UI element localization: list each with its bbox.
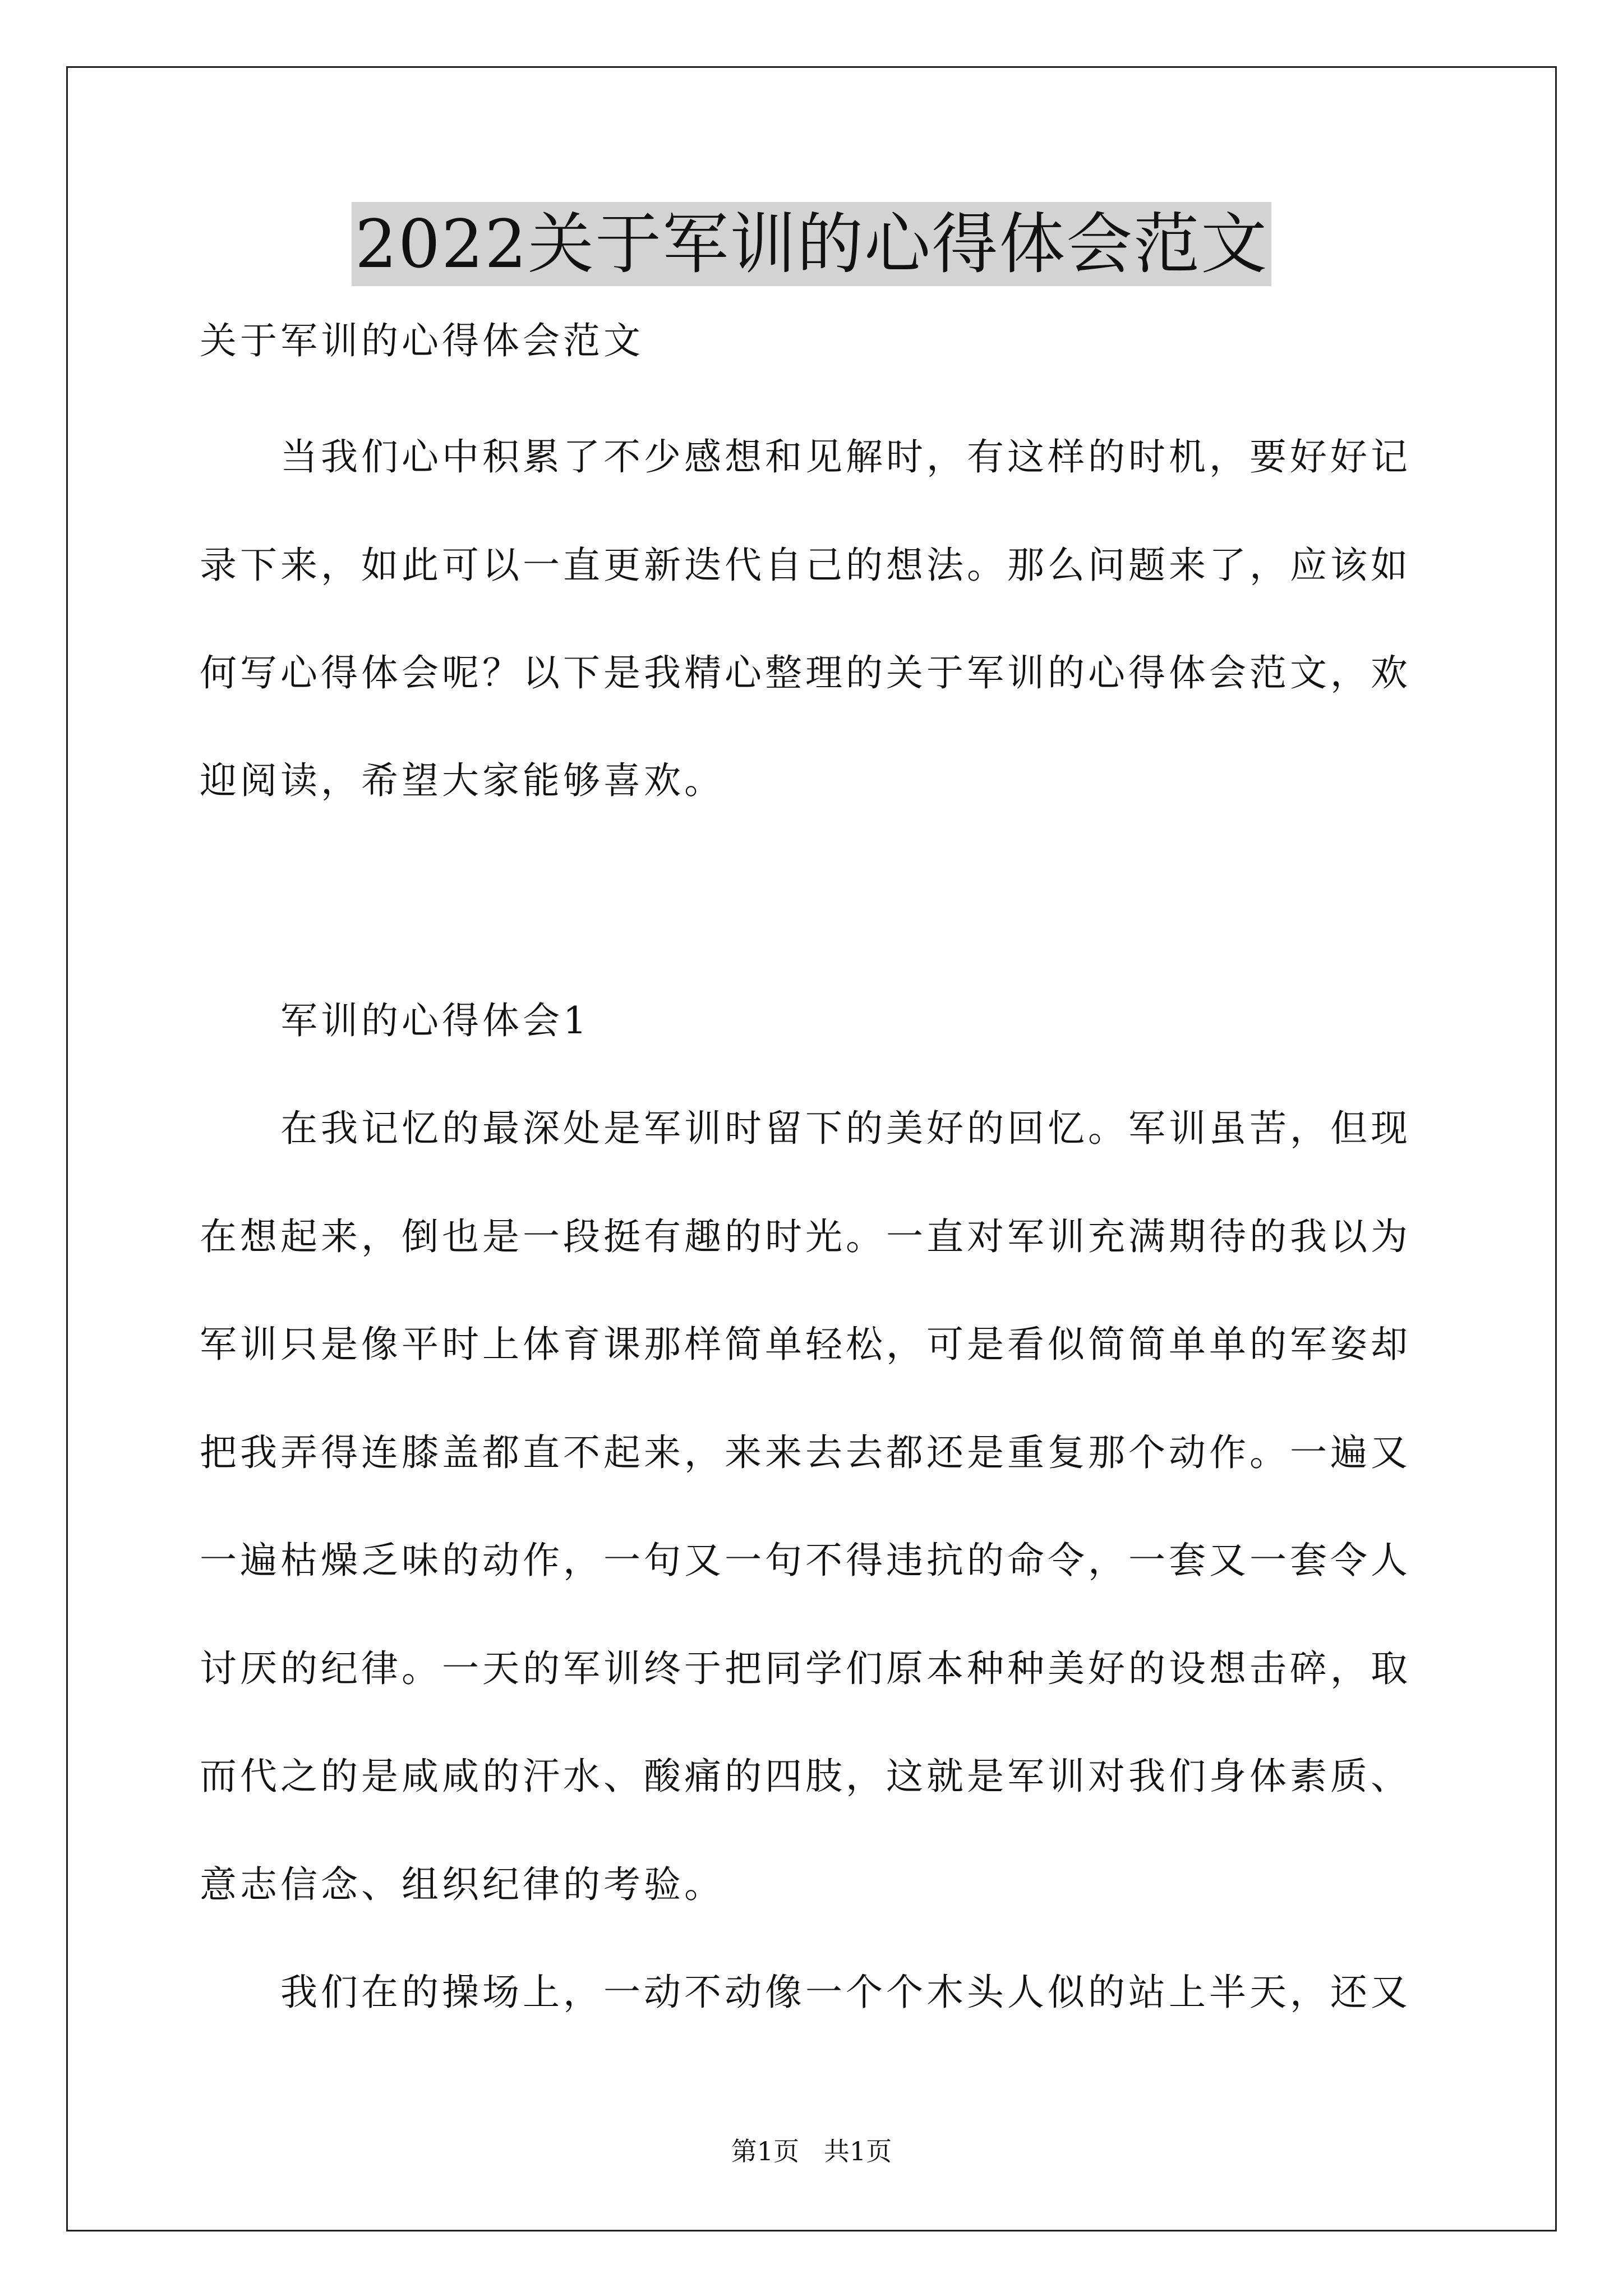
title-container — [0, 202, 1623, 286]
paragraph-line: 在想起来，倒也是一段挺有趣的时光。一直对军训充满期待的我以为 — [200, 1215, 1411, 1258]
paragraph-line: 意志信念、组织纪律的考验。 — [200, 1863, 725, 1906]
section-heading: 军训的心得体会1 — [280, 999, 590, 1042]
paragraph-line: 而代之的是咸咸的汗水、酸痛的四肢，这就是军训对我们身体素质、 — [200, 1755, 1411, 1798]
paragraph-line: 我们在的操场上，一动不动像一个个木头人似的站上半天，还又 — [280, 1971, 1411, 2014]
paragraph-line: 军训只是像平时上体育课那样简单轻松，可是看似简简单单的军姿却 — [200, 1323, 1411, 1366]
document-title: 2022关于军训的心得体会范文 — [352, 202, 1271, 286]
page-footer: 第1页 共1页 — [731, 2136, 892, 2166]
paragraph-line: 把我弄得连膝盖都直不起来，来来去去都还是重复那个动作。一遍又 — [200, 1431, 1411, 1474]
intro-line: 录下来，如此可以一直更新迭代自己的想法。那么问题来了，应该如 — [200, 544, 1411, 587]
intro-line: 当我们心中积累了不少感想和见解时，有这样的时机，要好好记 — [280, 435, 1411, 478]
paragraph-line: 一遍枯燥乏味的动作，一句又一句不得违抗的命令，一套又一套令人 — [200, 1539, 1411, 1582]
document-subtitle: 关于军训的心得体会范文 — [200, 319, 644, 362]
paragraph-line: 讨厌的纪律。一天的军训终于把同学们原本种种美好的设想击碎，取 — [200, 1647, 1411, 1690]
intro-line: 迎阅读，希望大家能够喜欢。 — [200, 759, 725, 802]
paragraph-line: 在我记忆的最深处是军训时留下的美好的回忆。军训虽苦，但现 — [280, 1107, 1411, 1150]
intro-line: 何写心得体会呢？以下是我精心整理的关于军训的心得体会范文，欢 — [200, 651, 1411, 694]
